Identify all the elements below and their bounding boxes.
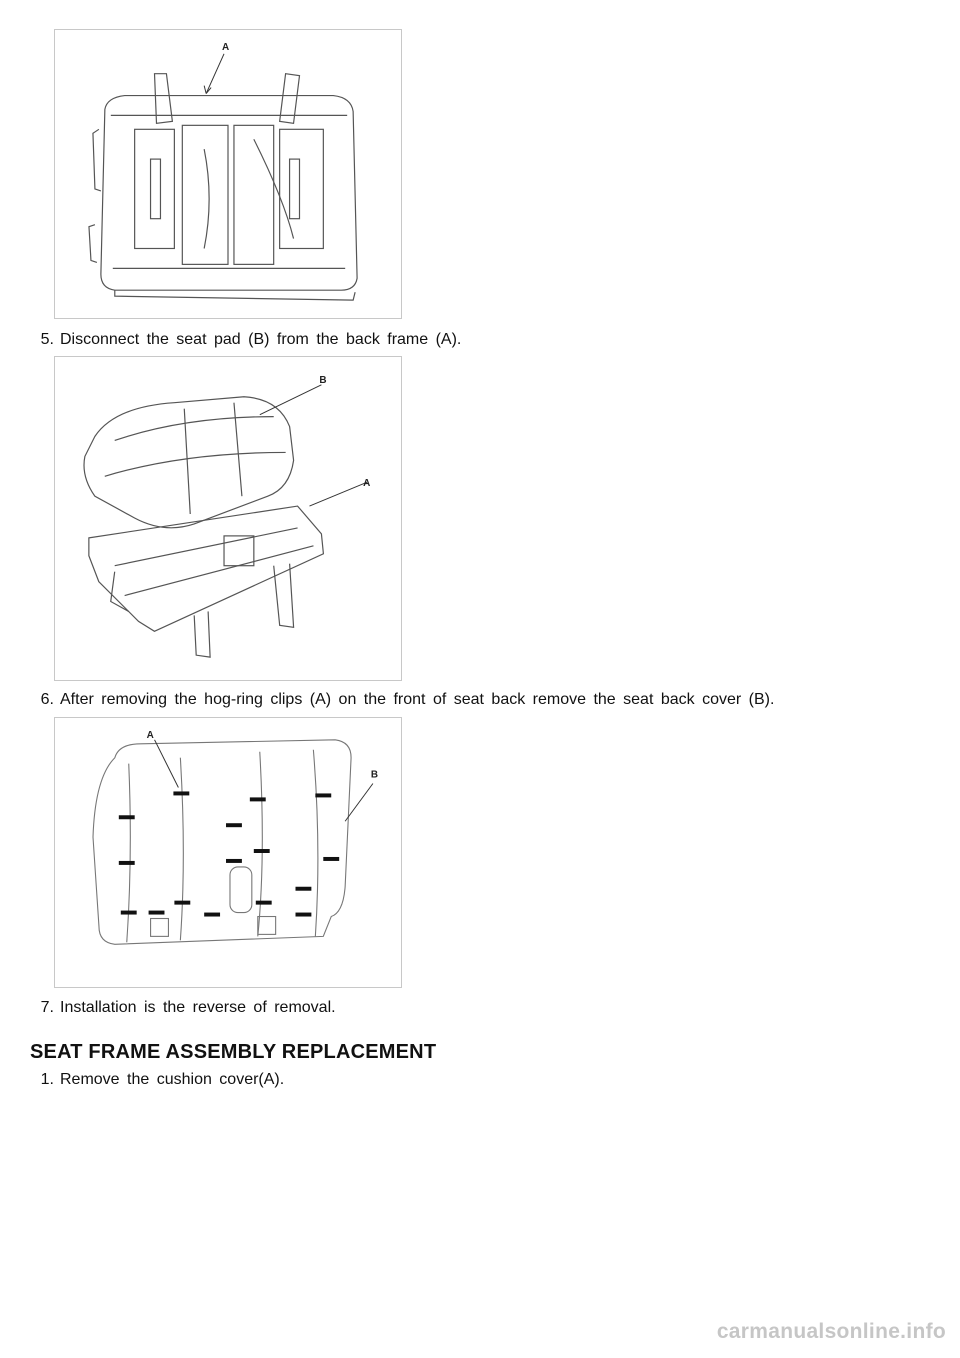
step-number: 1. xyxy=(40,1071,54,1088)
seat-back-cover-illustration xyxy=(55,718,401,987)
step-number: 7. xyxy=(40,999,54,1016)
figure3-label-a: A xyxy=(146,729,154,741)
figure1-label-a: A xyxy=(222,41,230,53)
seat-pad-illustration xyxy=(55,357,401,680)
step-text: After removing the hog-ring clips (A) on the front of seat back remove the seat back cover (B). xyxy=(60,691,775,708)
step-7 xyxy=(32,998,336,1018)
step-text: Installation is the reverse of removal. xyxy=(60,999,336,1016)
watermark: carmanualsonline.info xyxy=(716,1320,946,1343)
section-heading: SEAT FRAME ASSEMBLY REPLACEMENT xyxy=(30,1041,437,1063)
step-text: Remove the cushion cover(A). xyxy=(60,1071,285,1088)
figure-seat-back-cover xyxy=(54,717,402,988)
step-text: Disconnect the seat pad (B) from the back frame (A). xyxy=(60,331,462,348)
figure-seat-pad-and-frame xyxy=(54,356,402,681)
hog-ring-clips xyxy=(119,791,339,916)
step-5 xyxy=(32,330,461,350)
figure-seat-back-frame xyxy=(54,29,402,319)
figure2-label-a: A xyxy=(363,478,371,490)
step-number: 5. xyxy=(40,331,54,348)
section-step-1 xyxy=(32,1070,284,1090)
seat-back-frame-illustration xyxy=(55,30,401,318)
figure3-label-b: B xyxy=(370,769,379,781)
step-number: 6. xyxy=(40,691,54,708)
step-6 xyxy=(32,690,774,710)
figure2-label-b: B xyxy=(319,374,327,386)
